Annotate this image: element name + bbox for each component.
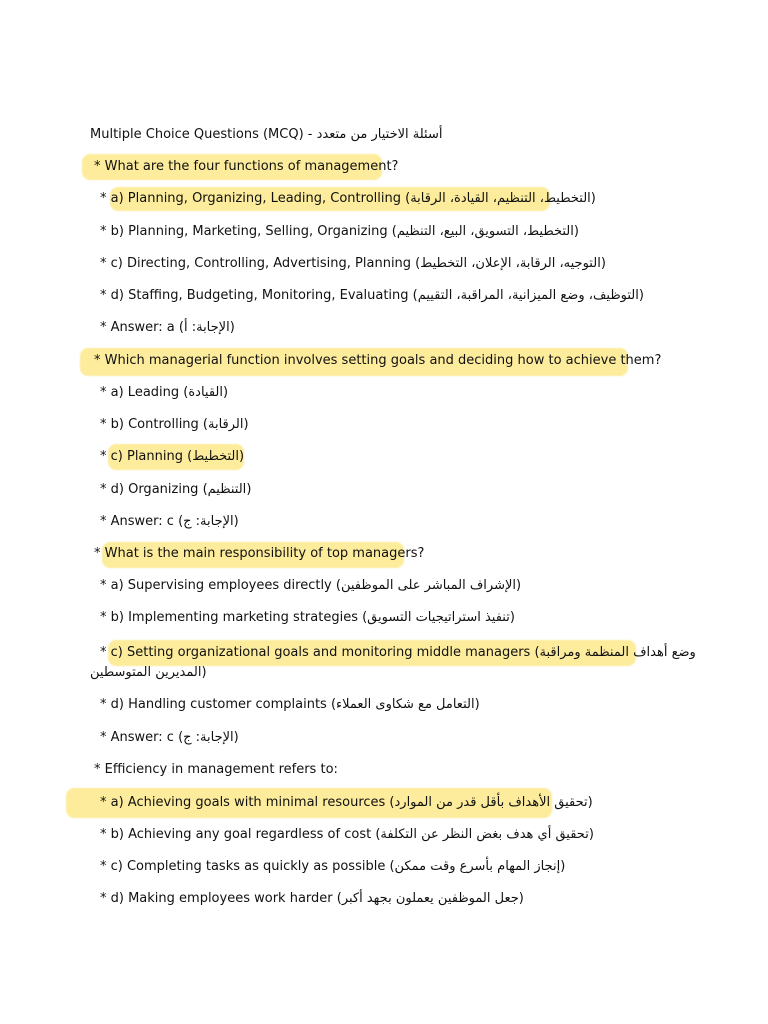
q3-answer: * Answer: c (الإجابة: ج) <box>100 730 239 745</box>
title-english: Multiple Choice Questions (MCQ) - <box>90 127 317 142</box>
q1-answer: * Answer: a (الإجابة: أ) <box>100 320 235 335</box>
q4-option-b: * b) Achieving any goal regardless of cost (تحقيق أي هدف بغض النظر عن التكلفة) <box>100 827 594 842</box>
question-4: * Efficiency in management refers to: <box>94 762 338 777</box>
question-1: * What are the four functions of management? <box>94 159 399 174</box>
document-title <box>90 126 442 144</box>
question-2: * Which managerial function involves setting goals and deciding how to achieve them? <box>94 353 662 368</box>
q4-option-d: * d) Making employees work harder (جعل الموظفين يعملون بجهد أكبر) <box>100 891 524 906</box>
q1-option-b: * b) Planning, Marketing, Selling, Organizing (التخطيط، التسويق، البيع، التنظيم) <box>100 224 579 239</box>
q1-option-a: * a) Planning, Organizing, Leading, Controlling (التخطيط، التنظيم، القيادة، الرقابة) <box>100 191 596 206</box>
q3-option-c: * c) Setting organizational goals and monitoring middle managers (وضع أهداف المنظمة ومراقبة <box>100 645 696 660</box>
q2-option-c: * c) Planning (التخطيط) <box>100 449 245 464</box>
q2-option-d: * d) Organizing (التنظيم) <box>100 482 252 497</box>
q2-option-a: * a) Leading (القيادة) <box>100 385 229 400</box>
q4-option-c: * c) Completing tasks as quickly as possible (إنجاز المهام بأسرع وقت ممكن) <box>100 859 566 874</box>
q2-option-b: * b) Controlling (الرقابة) <box>100 417 249 432</box>
q3-option-a: * a) Supervising employees directly (الإشراف المباشر على الموظفين) <box>100 578 522 593</box>
q1-option-c: * c) Directing, Controlling, Advertising, Planning (التوجيه، الرقابة، الإعلان، التخطيط) <box>100 256 606 271</box>
q1-option-d: * d) Staffing, Budgeting, Monitoring, Evaluating (التوظيف، وضع الميزانية، المراقبة، التقييم) <box>100 288 644 303</box>
q3-option-d: * d) Handling customer complaints (التعامل مع شكاوى العملاء) <box>100 697 480 712</box>
title-arabic: أسئلة الاختيار من متعدد <box>316 127 443 142</box>
q4-option-a: * a) Achieving goals with minimal resources (تحقيق الأهداف بأقل قدر من الموارد) <box>100 795 593 810</box>
question-3: * What is the main responsibility of top managers? <box>94 546 425 561</box>
q3-option-b: * b) Implementing marketing strategies (تنفيذ استراتيجيات التسويق) <box>100 610 515 625</box>
q2-answer: * Answer: c (الإجابة: ج) <box>100 514 239 529</box>
q3-option-c-continued: المديرين المتوسطين) <box>90 665 207 680</box>
